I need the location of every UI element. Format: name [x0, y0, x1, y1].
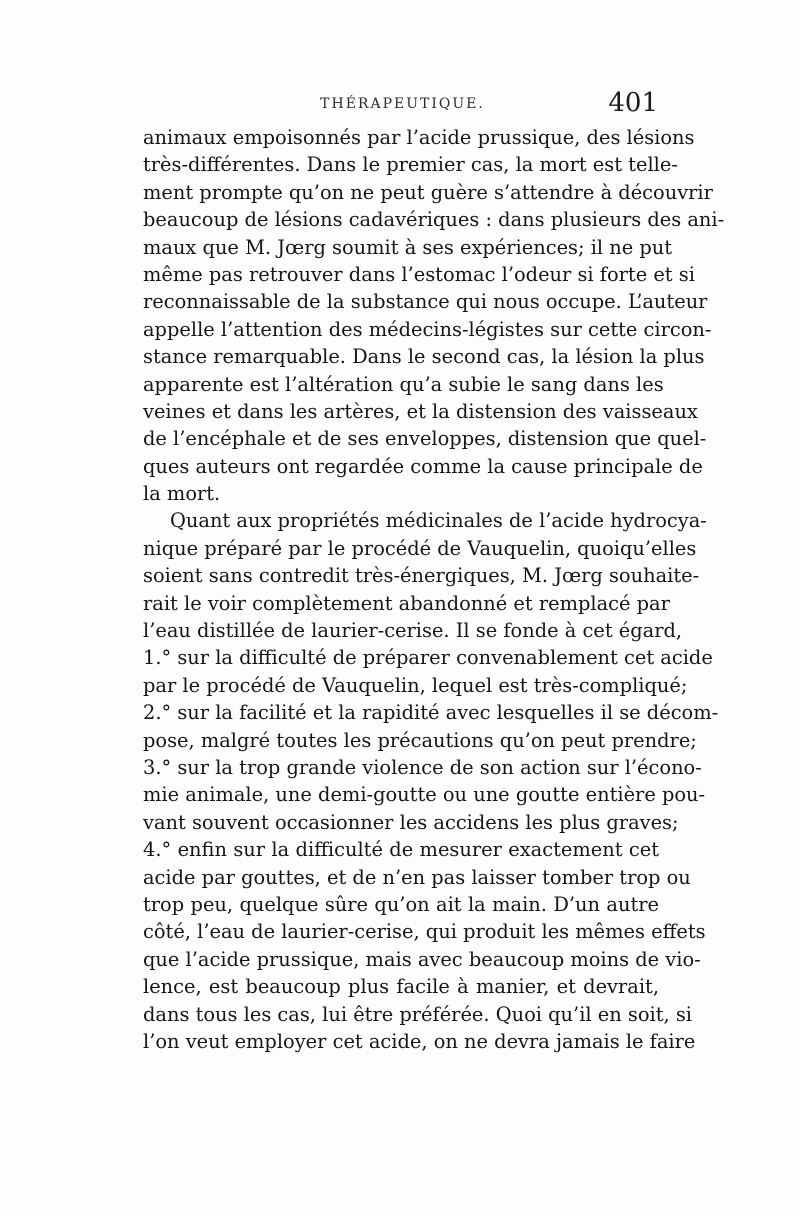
text-line: trop peu, quelque sûre qu’on ait la main. D’un autre [143, 892, 659, 916]
text-line: acide par gouttes, et de n’en pas laisser tomber trop ou [143, 865, 691, 889]
text-line: l’eau distillée de laurier-cerise. Il se fonde à cet égard, [143, 619, 683, 643]
text-line: appelle l’attention des médecins-légistes sur cette circon- [143, 317, 712, 341]
paragraph-start-line: Quant aux propriétés médicinales de l’acide hydrocya- [170, 509, 707, 533]
text-line: maux que M. Jœrg soumit à ses expériences; il ne put [143, 235, 673, 259]
text-line: 2.° sur la facilité et la rapidité avec lesquelles il se décom- [143, 701, 719, 725]
text-line: ment prompte qu’on ne peut guère s’attendre à découvrir [143, 180, 713, 204]
text-line: côté, l’eau de laurier-cerise, qui produit les mêmes effets [143, 920, 706, 944]
text-line: apparente est l’altération qu’a subie le sang dans les [143, 372, 664, 396]
text-line: que l’acide prussique, mais avec beaucoup moins de vio- [143, 947, 701, 971]
text-line: veines et dans les artères, et la distension des vaisseaux [143, 399, 698, 423]
text-line: beaucoup de lésions cadavériques : dans plusieurs des ani- [143, 208, 725, 232]
text-line: l’on veut employer cet acide, on ne devra jamais le faire [143, 1029, 696, 1053]
text-line: lence, est beaucoup plus facile à manier, et devrait, [143, 975, 659, 999]
text-line: 1.° sur la difficulté de préparer convenablement cet acide [143, 646, 713, 670]
text-line: animaux empoisonnés par l’acide prussique, des lésions [143, 126, 695, 149]
text-line: 3.° sur la trop grande violence de son action sur l’écono- [143, 755, 702, 779]
paragraph-end-line: la mort. [143, 482, 221, 506]
text-line: 4.° enfin sur la difficulté de mesurer exactement cet [143, 838, 659, 862]
text-line: soient sans contredit très-énergiques, M. Jœrg souhaite- [143, 564, 700, 588]
text-line: même pas retrouver dans l’estomac l’odeur si forte et si [143, 262, 695, 286]
text-line: pose, malgré toutes les précautions qu’on peut prendre; [143, 728, 697, 752]
text-line: ques auteurs ont regardée comme la cause principale de [143, 454, 703, 478]
text-line: dans tous les cas, lui être préférée. Quoi qu’il en soit, si [143, 1002, 693, 1026]
text-line: mie animale, une demi-goutte ou une goutte entière pou- [143, 783, 706, 807]
body-text [143, 124, 725, 1055]
text-line: reconnaissable de la substance qui nous occupe. L’auteur [143, 290, 708, 314]
running-header [145, 88, 660, 124]
text-line: très-différentes. Dans le premier cas, la mort est telle- [143, 153, 678, 177]
text-line: vant souvent occasionner les accidens les plus graves; [143, 810, 679, 834]
text-line: nique préparé par le procédé de Vauquelin, quoiqu’elles [143, 536, 697, 560]
text-line: par le procédé de Vauquelin, lequel est très-compliqué; [143, 673, 688, 697]
text-line: stance remarquable. Dans le second cas, la lésion la plus [143, 345, 705, 369]
page-number: 401 [608, 88, 658, 118]
text-line: rait le voir complètement abandonné et remplacé par [143, 591, 670, 615]
running-title: THÉRAPEUTIQUE. [320, 96, 485, 112]
text-line: de l’encéphale et de ses enveloppes, distension que quel- [143, 427, 707, 451]
